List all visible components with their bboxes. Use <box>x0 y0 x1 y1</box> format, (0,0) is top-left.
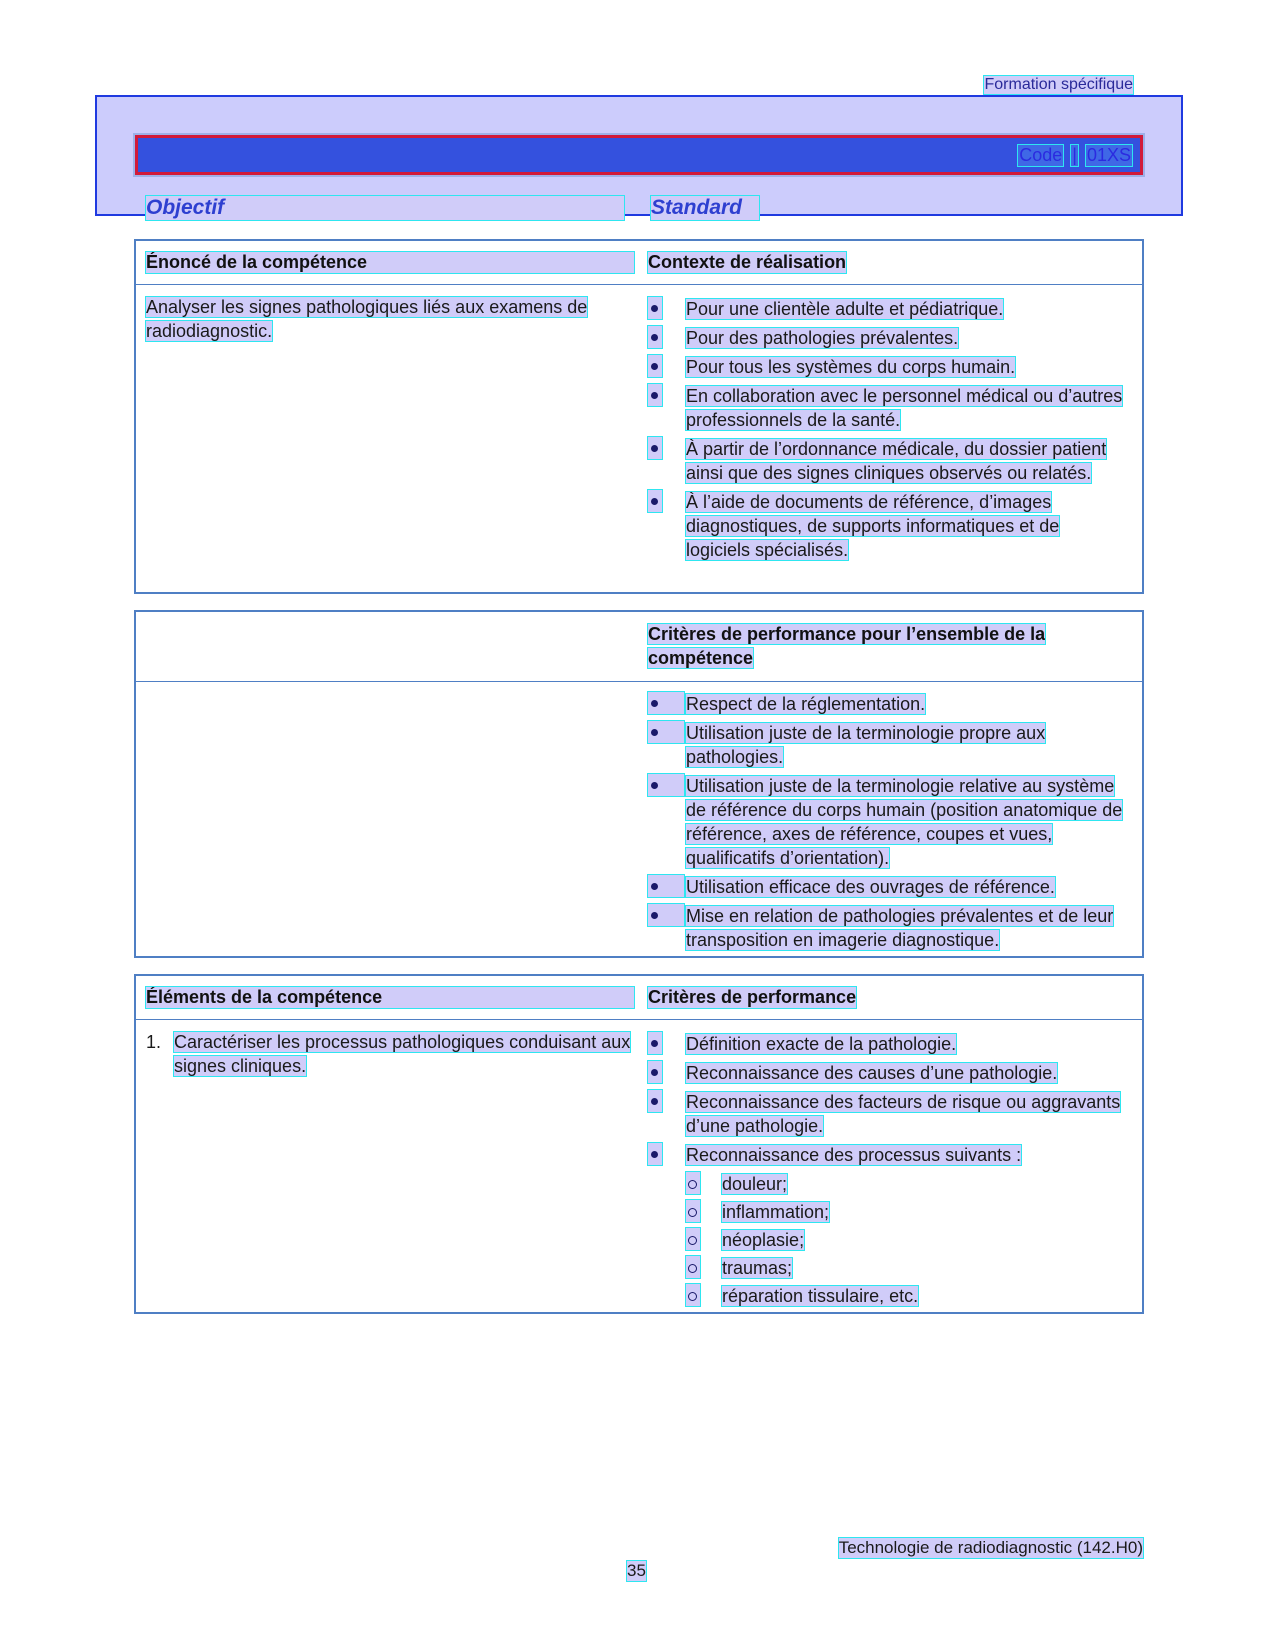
bullet-text: Utilisation juste de la terminologie propre aux pathologies. <box>686 723 1046 767</box>
sub-item-text: inflammation; <box>722 1202 830 1222</box>
bullet-icon <box>648 1061 662 1083</box>
sub-item <box>686 1200 1128 1224</box>
bullet-item <box>648 1061 1128 1085</box>
bullet-icon <box>648 355 662 377</box>
bullet-text: En collaboration avec le personnel médical ou d’autres professionnels de la santé. <box>686 386 1123 430</box>
circle-bullet-icon <box>686 1172 700 1194</box>
code-text <box>1018 145 1132 166</box>
contexte-list <box>648 297 1128 567</box>
sub-item-text: douleur; <box>722 1174 788 1194</box>
bullet-item <box>648 437 1128 485</box>
bullet-text: Reconnaissance des facteurs de risque ou aggravants d’une pathologie. <box>686 1092 1121 1136</box>
bullet-text: Utilisation efficace des ouvrages de référence. <box>686 877 1055 897</box>
criteres-list <box>648 1032 1128 1167</box>
bullet-icon <box>648 774 684 796</box>
circle-bullet-icon <box>686 1228 700 1250</box>
contexte-heading: Contexte de réalisation <box>648 252 847 272</box>
bullet-icon <box>648 1032 662 1054</box>
bullet-icon <box>648 437 662 459</box>
bullet-item <box>648 384 1128 432</box>
bullet-text: Définition exacte de la pathologie. <box>686 1034 957 1054</box>
sub-item-text: néoplasie; <box>722 1230 805 1250</box>
circle-bullet-icon <box>686 1256 700 1278</box>
bullet-icon <box>648 904 684 926</box>
objectif-label: Objectif <box>146 196 624 220</box>
code-value: 01XS <box>1086 145 1131 165</box>
bullet-item <box>648 297 1128 321</box>
criteres-block <box>648 1032 1128 1312</box>
criteres-ensemble-box <box>134 610 1144 958</box>
bullet-icon <box>648 326 662 348</box>
element-1 <box>146 1030 636 1078</box>
code-bar <box>135 135 1143 175</box>
sub-item-text: réparation tissulaire, etc. <box>722 1286 919 1306</box>
bullet-item <box>648 721 1138 769</box>
formation-label: Formation spécifique <box>984 76 1133 93</box>
page-number: 35 <box>627 1561 646 1580</box>
element-1-number: 1. <box>146 1032 162 1052</box>
criteres-ensemble-header <box>136 612 1142 682</box>
bullet-text: Pour une clientèle adulte et pédiatrique. <box>686 299 1004 319</box>
sub-item <box>686 1284 1128 1308</box>
bullet-item <box>648 490 1128 562</box>
bullet-icon <box>648 1143 662 1165</box>
bullet-item <box>648 1143 1128 1167</box>
circle-bullet-icon <box>686 1200 700 1222</box>
bullet-item <box>648 875 1138 899</box>
processus-sublist <box>686 1172 1128 1308</box>
sub-item <box>686 1228 1128 1252</box>
bullet-text: Reconnaissance des causes d’une pathologie. <box>686 1063 1058 1083</box>
code-label: Code <box>1019 145 1063 165</box>
element-1-text: Caractériser les processus pathologiques conduisant aux signes cliniques. <box>174 1032 631 1076</box>
bullet-text: À partir de l’ordonnance médicale, du dossier patient ainsi que des signes cliniques observés ou relatés. <box>686 439 1107 483</box>
bullet-item <box>648 774 1138 870</box>
program-footer: Technologie de radiodiagnostic (142.H0) <box>838 1538 1143 1557</box>
enonce-box-header <box>136 241 1142 285</box>
sub-item <box>686 1172 1128 1196</box>
bullet-text: Mise en relation de pathologies prévalentes et de leur transposition en imagerie diagnostique. <box>686 906 1114 950</box>
enonce-box <box>134 239 1144 594</box>
criteres-ensemble-heading: Critères de performance pour l’ensemble de la compétence <box>648 624 1046 668</box>
criteres-heading: Critères de performance <box>648 987 857 1007</box>
bullet-text: Respect de la réglementation. <box>686 694 926 714</box>
header-band <box>95 95 1183 219</box>
code-separator: | <box>1072 145 1077 165</box>
bullet-text: Pour des pathologies prévalentes. <box>686 328 959 348</box>
sub-item-text: traumas; <box>722 1258 793 1278</box>
elements-heading: Éléments de la compétence <box>146 987 634 1008</box>
criteres-ensemble-list <box>648 692 1138 957</box>
bullet-icon <box>648 297 662 319</box>
elements-box-header <box>136 976 1142 1020</box>
bullet-icon <box>648 384 662 406</box>
sub-item <box>686 1256 1128 1280</box>
bullet-item <box>648 1032 1128 1056</box>
bullet-icon <box>648 721 684 743</box>
bullet-icon <box>648 692 684 714</box>
bullet-item <box>648 692 1138 716</box>
bullet-text: À l’aide de documents de référence, d’images diagnostiques, de supports informatiques et de logiciels spécialisés. <box>686 492 1060 560</box>
elements-box <box>134 974 1144 1314</box>
bullet-icon <box>648 490 662 512</box>
standard-label: Standard <box>651 196 759 220</box>
bullet-text: Utilisation juste de la terminologie relative au système de référence du corps humain (position anatomique de référence, axes de référence, coupes et vues, qualificatifs d’orientation). <box>686 776 1123 868</box>
bullet-icon <box>648 875 684 897</box>
bullet-icon <box>648 1090 662 1112</box>
enonce-heading: Énoncé de la compétence <box>146 252 634 273</box>
bullet-item <box>648 904 1138 952</box>
circle-bullet-icon <box>686 1284 700 1306</box>
bullet-item <box>648 355 1128 379</box>
bullet-item <box>648 326 1128 350</box>
bullet-text: Pour tous les systèmes du corps humain. <box>686 357 1016 377</box>
bullet-item <box>648 1090 1128 1138</box>
bullet-text: Reconnaissance des processus suivants : <box>686 1145 1022 1165</box>
competence-statement: Analyser les signes pathologiques liés aux examens de radiodiagnostic. <box>146 297 588 341</box>
